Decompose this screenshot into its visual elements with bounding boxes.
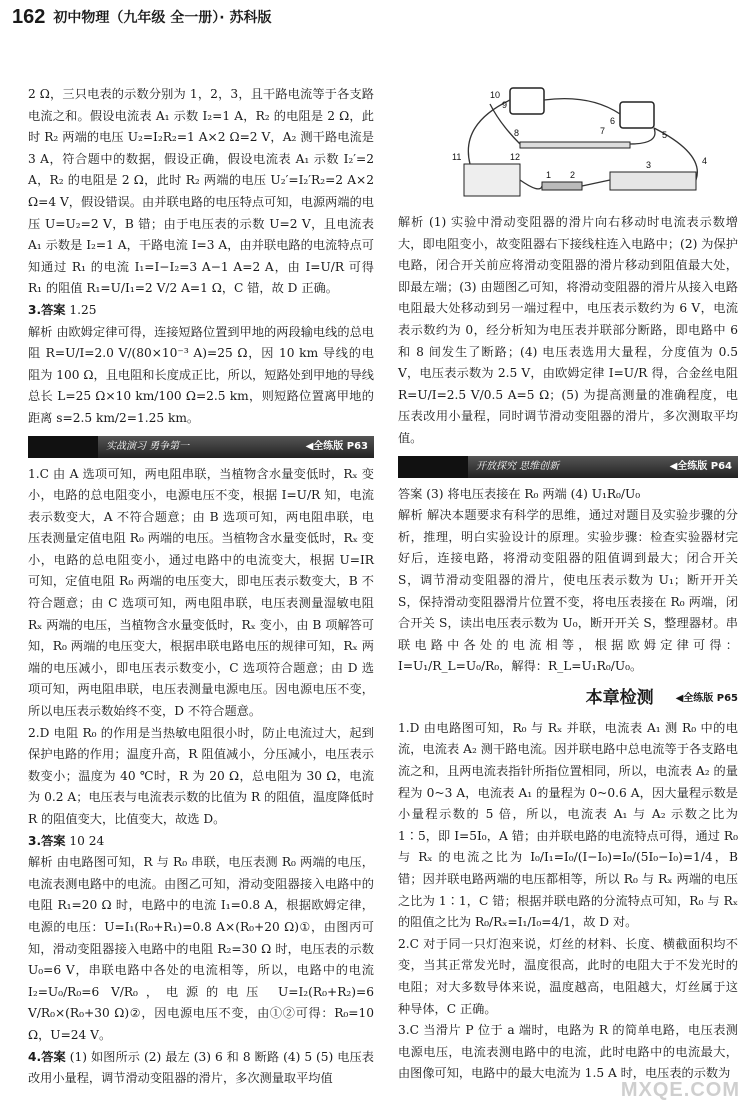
chapter-ref: ◀全练版 P65 [675,693,738,705]
answer-text: 10 24 [69,833,105,848]
fig-label: 12 [510,152,521,162]
switch-icon [542,182,582,190]
banner-title: 实战演习 勇争第一 [106,440,190,452]
paragraph: 2 Ω，三只电表的示数分别为 1，2，3，且干路电流等于各支路电流之和。假设电流表 A₁ 示数 I₂=1 A，R₂ 的电阻是 2 Ω，此时 R₂ 两端的电压 U₂=I₂R₂=1 A×2 Ω=2 V，A₂ 测干路电流是 3 A，符合题中的数据，假设正确，假设电流表 A₁ 示数 I₂′=2 A，R₂ 的电阻是 2 Ω，此时 R₂ 两端的电压 U₂′=I₂′R₂=2 A×2 Ω=4 V，假设错误。由并联电路的电压特点可知，电源两端的电压 U=U₂=2 V，B 错；由于电压表的示数 U=2 V，且电流表 A₁ 示数是 I₂=1 A，干路电流 I=3 A，由并联电路的电流特点可知通过 R₁ 的电流 I₁=I−I₂=3 A−1 A=2 A，由 I=U/R 可得 R₁ 的阻值 R₁=U/I₁=2 V/2 A=1 Ω，C 错，故 D 正确。 [28,87,374,296]
page-header [12,4,271,30]
left-column [28,84,374,1090]
answer-item: 3.C 当滑片 P 位于 a 端时，电路为 R 的简单电路，电压表测电源电压，电流表测电路中的电流，此时电路中的电流最大，由图像可知，电路中的最大电流为 1.5 A 时，电压表的示数为 [398,1023,738,1081]
resistance-wire-icon [520,142,630,148]
banner-ref: ◀全练版 P63 [305,440,368,452]
chapter-heading [398,684,738,714]
fig-label: 2 [570,170,576,180]
circuit-figure [450,84,720,206]
banner-title: 开放探究 思维创新 [476,460,560,472]
answer-label: 4.答案 [28,1049,66,1064]
book-title: 初中物理（九年级 全一册）· 苏科版 [53,10,272,26]
banner-ref: ◀全练版 P64 [669,460,732,472]
analysis-text: 解析 由欧姆定律可得，连接短路位置到甲地的两段输电线的总电阻 R=U/I=2.0 V/(80×10⁻³ A)=25 Ω，因 10 km 导线的电阻为 100 Ω，且电阻和长度成正比，所以，短路处到甲地的导线总长 L=25 Ω×10 km/100 Ω=2.5 km，则短路位置离甲地的距离 s=2.5 km/2=1.25 km。 [28,324,374,425]
fig-label: 11 [452,152,462,162]
fig-label: 1 [546,170,552,180]
answer-label: 3.答案 [28,302,66,317]
fig-label: 8 [514,128,520,138]
answer-item: 1.C 由 A 选项可知，两电阻串联，当植物含水量变低时，Rₓ 变小，电路的总电阻变小，电源电压不变，根据 I=U/R 知，电流表示数变大，A 不符合题意；由 B 选项可知，两电阻串联，电压表测量定值电阻 R₀ 两端的电压。当植物含水量变低时，Rₓ 变小，电路的总电阻变小，通过电路中的电流变大，根据 U=IR 可知，定值电阻 R₀ 两端的电压变大，即电压表示数变大，B 不符合题意；由 C 选项可知，两电阻串联，电压表测量湿敏电阻 Rₓ 两端的电压，当植物含水量变低时，Rₓ 变小，由 B 项解答可知，R₀ 两端的电压变大，根据串联电路电压的规律可知，Rₓ 两端的电压减小，即电压表示数变小，C 选项符合题意；由 D 选项可知，两电阻串联，电压表测量电源电压。因电源电压不变，所以电压表示数始终不变，D 不符合题意。 [28,466,374,719]
fig-label: 4 [702,156,708,166]
analysis-text: 解析 由电路图可知，R 与 R₀ 串联，电压表测 R₀ 两端的电压，电流表测电路中的电流。由图乙可知，滑动变阻器接入电路中的电阻 R₁=20 Ω 时，电路中的电流 I₁=0.8 A，根据欧姆定律，电源的电压：U=I₁(R₀+R₁)=0.8 A×(R₀+20 Ω)①，由图丙可知，滑动变阻器接入电路中的电阻 R₂=30 Ω 时，电压表的示数 U₀=6 V，串联电路中各处的电流相等，所以，电路中的电流 I₂=U₀/R₀=6 V/R₀，电源的电压 U=I₂(R₀+R₂)=6 V/R₀×(R₀+30 Ω)②，因电源电压不变，由①②可得：R₀=10 Ω，U=24 V。 [28,855,374,1042]
voltmeter-icon [510,88,544,114]
fig-label: 6 [610,116,616,126]
fig-label: 3 [646,160,652,170]
answer-text: 答案 (3) 将电压表接在 R₀ 两端 (4) U₁R₀/U₀ [398,486,641,501]
page-number: 162 [12,5,46,28]
chapter-title: 本章检测 [585,688,654,709]
analysis-text: 解析 解决本题要求有科学的思维，通过对题目及实验步骤的分析，推理，明白实验设计的原理。实验步骤：检查实验器材完好后，连接电路，将滑动变阻器的阻值调到最大；闭合开关 S，调节滑动变阻器的滑片，使电压表示数为 U₁；断开开关 S，保持滑动变阻器滑片位置不变，将电压表接在 R₀ 两端，闭合开关 S，读出电压表示数为 U₀，断开开关 S，整理器材。串联电路中各处的电流相等，根据欧姆定律可得：I=U₁/R_L=U₀/R₀，解得：R_L=U₁R₀/U₀。 [398,508,738,674]
answer-text: (1) 如图所示 (2) 最左 (3) 6 和 8 断路 (4) 5 (5) 电压表改用小量程，调节滑动变阻器的滑片，多次测量取平均值 [28,1049,374,1086]
rheostat-icon [610,172,696,190]
answer-item: 2.D 电阻 R₀ 的作用是当热敏电阻很小时，防止电流过大，起到保护电路的作用；温度升高，R 阻值减小，分压减小，电压表示数变小；温度为 40 ℃时，R 为 20 Ω，总电阻为 30 Ω，电流为 0.2 A；电压表与电流表示数的比值为 R 的阻值，温度降低时 R 的阻值变大，比值变大，故选 D。 [28,725,374,826]
fig-label: 9 [502,100,508,110]
section-banner [28,436,374,458]
answer-item: 2.C 对于同一只灯泡来说，灯丝的材料、长度、横截面积均不变，当其正常发光时，温度很高，此时的电阻大于不发光时的电阻；对大多数导体来说，温度越高，电阻越大，灯丝属于这种导体，C 正确。 [398,936,738,1016]
banner-logo [28,436,98,458]
fig-label: 10 [490,90,501,100]
fig-label: 7 [600,126,606,136]
answer-item: 1.D 由电路图可知，R₀ 与 Rₓ 并联，电流表 A₁ 测 R₀ 中的电流，电流表 A₂ 测干路电流。因并联电路中总电流等于各支路电流之和，且两电流表指针所指位置相同，所以，电流表 A₂ 的量程为 0~3 A，电流表 A₁ 的量程为 0~0.6 A，因大量程示数是小量程示数的 5 倍，所以，电流表 A₁ 与 A₂ 示数之比为 1∶5，即 I=5I₀，A 错；由并联电路的电流特点可得，通过 R₀ 与 Rₓ 的电流之比为 I₀/I₁=I₀/(I−I₀)=I₀/(5I₀−I₀)=1/4，B 错；因并联电路两端的电压都相等，所以 R₀ 与 Rₓ 两端的电压之比为 1∶1，C 错；根据并联电路的分流特点可知，R₀ 与 Rₓ 的阻值之比为 R₀/Rₓ=I₁/I₀=4/1，故 D 对。 [398,720,738,930]
right-column [398,212,738,1085]
watermark: MXQE.COM [620,1079,740,1101]
battery-icon [464,164,520,196]
banner-logo [398,456,468,478]
fig-label: 5 [662,130,668,140]
ammeter-icon [620,102,654,128]
section-banner [398,456,738,478]
answer-text: 1.25 [69,302,97,317]
analysis-text: 解析 (1) 实验中滑动变阻器的滑片向右移动时电流表示数增大，即电阻变小，故变阻器右下接线柱连入电路中；(2) 为保护电路，闭合开关前应将滑动变阻器的滑片移动到阻值最大处，即最左端；(3) 由题图乙可知，将滑动变阻器的滑片从接入电路电阻最大处移动到另一端过程中，电压表示数约为 6 V，电流表示数约为 0，经分析知为电压表并联部分断路，即电路中 6 和 8 间发生了断路；(4) 电压表选用大量程，分度值为 0.5 V，电压表示数为 2.5 V，由欧姆定律 I=U/R 得，合金丝电阻 R=U/I=2.5 V/0.5 A=5 Ω；(5) 为提高测量的准确程度，电压表改用小量程，同时调节滑动变阻器的滑片，多次测取平均值。 [398,215,738,445]
answer-label: 3.答案 [28,833,66,848]
